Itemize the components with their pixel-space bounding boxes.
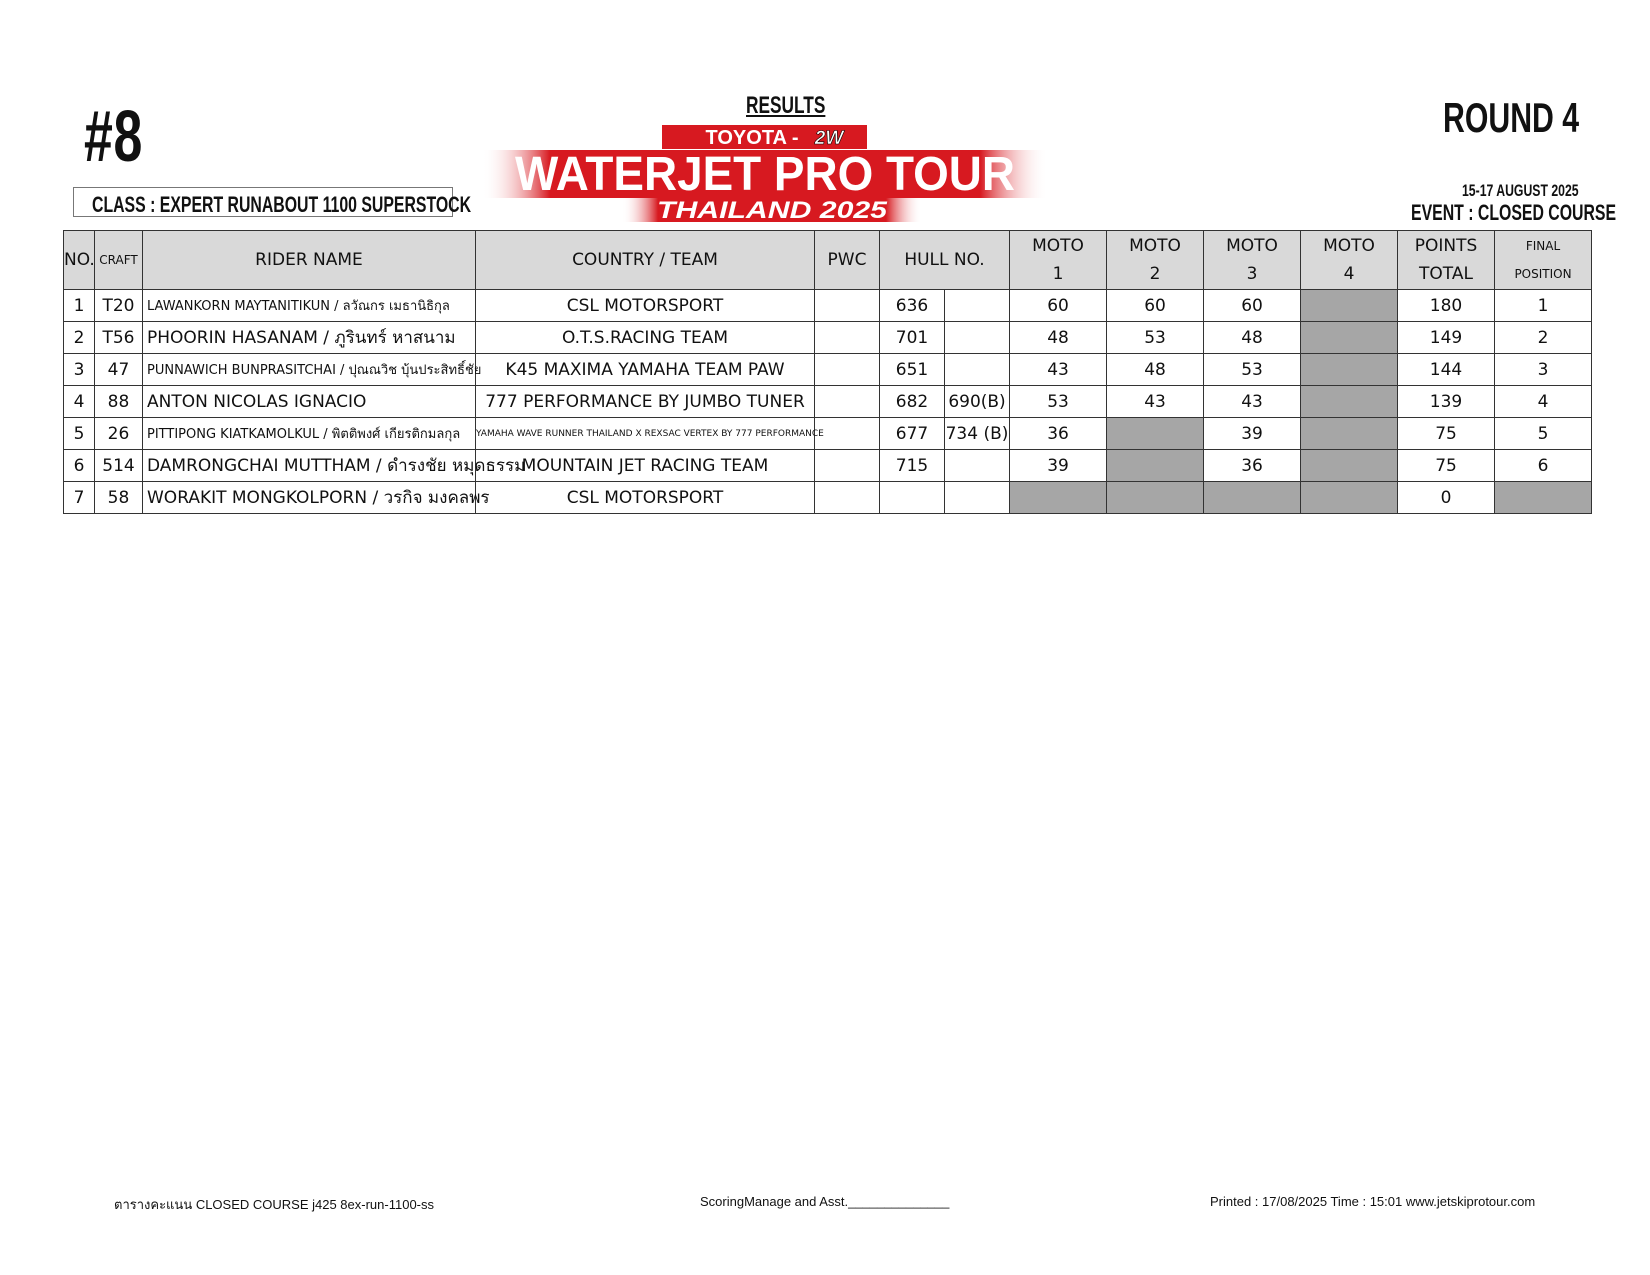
cell-moto-1: 36 — [1010, 418, 1107, 450]
cell-rider: LAWANKORN MAYTANITIKUN / ลวัณกร เมธานิธิกุล — [143, 290, 476, 322]
cell-pwc — [815, 418, 880, 450]
cell-moto-4 — [1301, 418, 1398, 450]
cell-hull: 715 — [880, 450, 945, 482]
cell-rider: PHOORIN HASANAM / ภูรินทร์ หาสนาม — [143, 322, 476, 354]
cell-moto-1: 43 — [1010, 354, 1107, 386]
footer-printed-info: Printed : 17/08/2025 Time : 15:01 www.jetskiprotour.com — [1210, 1194, 1536, 1209]
cell-hull-2 — [945, 450, 1010, 482]
cell-moto-1 — [1010, 482, 1107, 514]
header-craft: CRAFT — [95, 231, 143, 290]
cell-points-total: 144 — [1398, 354, 1495, 386]
cell-moto-2 — [1107, 450, 1204, 482]
results-title: RESULTS — [746, 92, 826, 119]
cell-craft: 26 — [95, 418, 143, 450]
header-hull-no: HULL NO. — [880, 231, 1010, 290]
cell-no: 1 — [64, 290, 95, 322]
cell-rider: ANTON NICOLAS IGNACIO — [143, 386, 476, 418]
cell-rider: WORAKIT MONGKOLPORN / วรกิจ มงคลพร — [143, 482, 476, 514]
round-label: ROUND 4 — [1443, 94, 1580, 141]
cell-moto-2: 43 — [1107, 386, 1204, 418]
cell-hull-2 — [945, 482, 1010, 514]
cell-rider: PUNNAWICH BUNPRASITCHAI / ปุณณวิช บุ้นประสิทธิ์ชัย — [143, 354, 476, 386]
cell-points-total: 139 — [1398, 386, 1495, 418]
cell-moto-2 — [1107, 418, 1204, 450]
cell-craft: 88 — [95, 386, 143, 418]
cell-team: YAMAHA WAVE RUNNER THAILAND X REXSAC VERTEX BY 777 PERFORMANCE — [476, 418, 815, 450]
cell-moto-3 — [1204, 482, 1301, 514]
header-final-position: FINAL POSITION — [1495, 231, 1592, 290]
cell-moto-3: 39 — [1204, 418, 1301, 450]
cell-hull-2: 734 (B) — [945, 418, 1010, 450]
heat-number: #8 — [84, 97, 144, 177]
table-header-row — [64, 231, 1592, 290]
cell-moto-1: 39 — [1010, 450, 1107, 482]
cell-craft: 58 — [95, 482, 143, 514]
cell-points-total: 149 — [1398, 322, 1495, 354]
header-no: NO. — [64, 231, 95, 290]
cell-hull-2: 690(B) — [945, 386, 1010, 418]
cell-no: 5 — [64, 418, 95, 450]
table-row — [64, 386, 1592, 418]
cell-pwc — [815, 354, 880, 386]
event-date: 15-17 AUGUST 2025 — [1462, 181, 1579, 200]
cell-final-position: 3 — [1495, 354, 1592, 386]
cell-pwc — [815, 386, 880, 418]
logo-sponsor: TOYOTA - — [705, 127, 799, 149]
cell-no: 3 — [64, 354, 95, 386]
cell-moto-4 — [1301, 482, 1398, 514]
logo-title: WATERJET PRO TOUR — [515, 148, 1015, 201]
cell-craft: 47 — [95, 354, 143, 386]
logo-subtitle: THAILAND 2025 — [657, 197, 888, 224]
cell-final-position: 5 — [1495, 418, 1592, 450]
cell-craft: 514 — [95, 450, 143, 482]
table-row — [64, 482, 1592, 514]
class-label: CLASS : EXPERT RUNABOUT 1100 SUPERSTOCK — [92, 192, 472, 217]
cell-hull: 701 — [880, 322, 945, 354]
cell-hull-2 — [945, 322, 1010, 354]
cell-points-total: 0 — [1398, 482, 1495, 514]
cell-hull: 651 — [880, 354, 945, 386]
cell-pwc — [815, 322, 880, 354]
cell-no: 2 — [64, 322, 95, 354]
cell-hull: 636 — [880, 290, 945, 322]
cell-moto-2: 48 — [1107, 354, 1204, 386]
cell-rider: PITTIPONG KIATKAMOLKUL / พิตติพงศ์ เกียรติกมลกุล — [143, 418, 476, 450]
header-moto-2: MOTO 2 — [1107, 231, 1204, 290]
cell-moto-1: 60 — [1010, 290, 1107, 322]
cell-moto-2 — [1107, 482, 1204, 514]
cell-moto-1: 53 — [1010, 386, 1107, 418]
cell-points-total: 75 — [1398, 450, 1495, 482]
cell-final-position — [1495, 482, 1592, 514]
cell-rider: DAMRONGCHAI MUTTHAM / ดำรงชัย หมุดธรรม — [143, 450, 476, 482]
results-table — [63, 230, 1592, 514]
cell-moto-4 — [1301, 450, 1398, 482]
table-row — [64, 322, 1592, 354]
table-row — [64, 450, 1592, 482]
cell-hull-2 — [945, 354, 1010, 386]
table-row — [64, 290, 1592, 322]
cell-no: 4 — [64, 386, 95, 418]
logo-sponsor-mark: 2W — [814, 128, 844, 149]
cell-moto-1: 48 — [1010, 322, 1107, 354]
cell-hull: 682 — [880, 386, 945, 418]
cell-pwc — [815, 290, 880, 322]
header-points-total: POINTS TOTAL — [1398, 231, 1495, 290]
cell-craft: T20 — [95, 290, 143, 322]
header-pwc: PWC — [815, 231, 880, 290]
cell-no: 7 — [64, 482, 95, 514]
cell-moto-3: 36 — [1204, 450, 1301, 482]
cell-team: 777 PERFORMANCE BY JUMBO TUNER — [476, 386, 815, 418]
header-rider-name: RIDER NAME — [143, 231, 476, 290]
cell-final-position: 2 — [1495, 322, 1592, 354]
header-moto-3: MOTO 3 — [1204, 231, 1301, 290]
cell-pwc — [815, 450, 880, 482]
cell-moto-4 — [1301, 354, 1398, 386]
cell-moto-4 — [1301, 290, 1398, 322]
cell-hull: 677 — [880, 418, 945, 450]
cell-final-position: 4 — [1495, 386, 1592, 418]
cell-craft: T56 — [95, 322, 143, 354]
cell-points-total: 75 — [1398, 418, 1495, 450]
cell-moto-2: 53 — [1107, 322, 1204, 354]
cell-hull-2 — [945, 290, 1010, 322]
header-moto-1: MOTO 1 — [1010, 231, 1107, 290]
cell-team: CSL MOTORSPORT — [476, 482, 815, 514]
cell-team: MOUNTAIN JET RACING TEAM — [476, 450, 815, 482]
cell-moto-3: 60 — [1204, 290, 1301, 322]
header-moto-4: MOTO 4 — [1301, 231, 1398, 290]
cell-final-position: 1 — [1495, 290, 1592, 322]
class-box — [73, 187, 472, 217]
cell-moto-4 — [1301, 322, 1398, 354]
footer-signature-line: ScoringManage and Asst.______________ — [700, 1194, 950, 1209]
cell-pwc — [815, 482, 880, 514]
event-label: EVENT : CLOSED COURSE — [1411, 200, 1617, 225]
cell-hull — [880, 482, 945, 514]
cell-moto-3: 43 — [1204, 386, 1301, 418]
table-row — [64, 418, 1592, 450]
cell-moto-2: 60 — [1107, 290, 1204, 322]
table-row — [64, 354, 1592, 386]
cell-moto-3: 48 — [1204, 322, 1301, 354]
cell-moto-3: 53 — [1204, 354, 1301, 386]
header-country-team: COUNTRY / TEAM — [476, 231, 815, 290]
cell-team: K45 MAXIMA YAMAHA TEAM PAW — [476, 354, 815, 386]
cell-moto-4 — [1301, 386, 1398, 418]
cell-final-position: 6 — [1495, 450, 1592, 482]
cell-team: O.T.S.RACING TEAM — [476, 322, 815, 354]
footer-file-label: ตารางคะแนน CLOSED COURSE j425 8ex-run-1100-ss — [114, 1197, 434, 1212]
cell-points-total: 180 — [1398, 290, 1495, 322]
waterjet-pro-tour-logo — [482, 122, 1048, 224]
cell-no: 6 — [64, 450, 95, 482]
cell-team: CSL MOTORSPORT — [476, 290, 815, 322]
